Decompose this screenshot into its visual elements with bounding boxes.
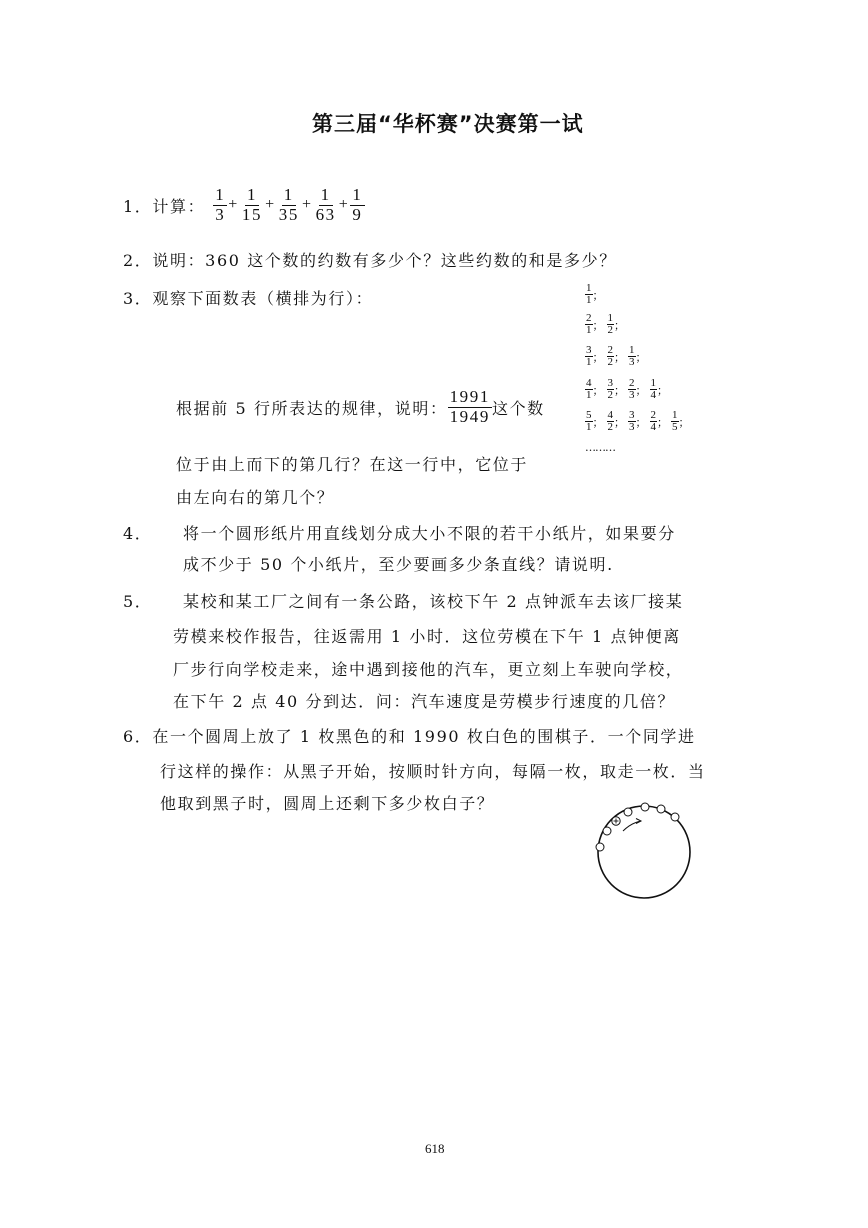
number-table-fraction (585, 378, 593, 401)
fraction-denominator: 2 (607, 389, 613, 401)
fraction-numerator: 3 (586, 344, 592, 356)
fraction-numerator: 3 (629, 409, 635, 421)
question-2: 2．说明：360 这个数的约数有多少个？这些约数的和是多少？ (123, 251, 617, 270)
fraction-numerator: 1 (352, 185, 363, 204)
question-3-text-before: 根据前 5 行所表达的规律，说明： (176, 398, 448, 418)
number-table-row (585, 283, 607, 306)
question-5-number: 5． (123, 592, 153, 611)
number-table-separator: ； (635, 415, 647, 429)
question-3-line-2: 位于由上而下的第几行？在这一行中，它位于 (176, 455, 529, 474)
fraction-denominator: 35 (278, 204, 299, 224)
fraction-numerator: 1 (246, 185, 258, 204)
fraction-numerator: 3 (607, 377, 613, 389)
fraction-denominator: 4 (650, 421, 656, 433)
fraction-denominator: 3 (629, 389, 635, 401)
fraction-numerator: 1 (672, 409, 678, 421)
white-stone (603, 827, 611, 835)
fraction-denominator: 1 (586, 356, 592, 368)
page-number: 618 (425, 1141, 445, 1156)
white-stone (671, 813, 679, 821)
number-table-fraction (607, 313, 615, 336)
fraction-numerator: 1 (607, 312, 613, 324)
plus-sign: + (338, 196, 350, 214)
fraction-denominator: 1 (586, 421, 592, 433)
fraction-denominator: 1 (586, 294, 592, 306)
question-1-fraction (213, 186, 227, 224)
fraction-denominator: 2 (607, 324, 613, 336)
question-1-label: 1．计算： (123, 196, 206, 216)
go-stones-circle-diagram (585, 795, 700, 905)
fraction-denominator: 1 (586, 324, 592, 336)
fraction-numerator: 4 (607, 409, 613, 421)
question-1-fraction (314, 186, 338, 224)
fraction-numerator: 1 (586, 282, 592, 294)
fraction-denominator: 2 (607, 356, 613, 368)
number-table-fraction (585, 283, 593, 306)
question-3-line-3: 由左向右的第几个？ (176, 488, 335, 507)
question-5-line-3: 厂步行向学校走来，途中遇到接他的汽车，更立刻上车驶向学校， (173, 660, 684, 679)
number-table-separator: ； (657, 415, 668, 429)
fraction-numerator: 2 (607, 344, 613, 356)
question-3-fraction (448, 388, 492, 426)
question-6-line-3: 他取到黑子时，圆周上还剩下多少枚白子？ (160, 794, 495, 813)
fraction-numerator: 2 (586, 312, 592, 324)
question-4-number: 4． (123, 524, 153, 543)
number-table-fraction (607, 345, 615, 368)
plus-sign: + (301, 196, 313, 214)
question-4-line-2: 成不少于 50 个小纸片，至少要画多少条直线？请说明. (183, 555, 614, 574)
fraction-denominator: 3 (215, 204, 226, 224)
fraction-denominator: 2 (607, 421, 613, 433)
fraction-denominator: 1 (586, 389, 592, 401)
number-table-row (585, 410, 693, 433)
question-6-line-1: 6．在一个圆周上放了 1 枚黑色的和 1990 枚白色的围棋子．一个同学进 (123, 727, 696, 746)
fraction-numerator: 1 (283, 185, 294, 204)
fraction-numerator: 1 (650, 377, 656, 389)
number-table-row (585, 378, 671, 401)
fraction-numerator: 1 (629, 344, 635, 356)
number-table-fraction (585, 345, 593, 368)
clockwise-arrowhead (636, 819, 641, 824)
number-table-row (585, 345, 650, 368)
fraction-numerator: 2 (650, 409, 656, 421)
fraction-numerator: 2 (629, 377, 635, 389)
number-table-separator: ； (614, 350, 625, 364)
question-5-line-4: 在下午 2 点 40 分到达．问：汽车速度是劳模步行速度的几倍？ (173, 692, 676, 711)
fraction-numerator: 1 (215, 185, 226, 204)
page-title: 第三届“华杯赛”决赛第一试 (312, 112, 584, 136)
number-table-dots: ……… (585, 441, 615, 454)
number-table-fraction (650, 378, 658, 401)
question-3-label: 3．观察下面数表（横排为行）： (123, 289, 374, 308)
number-table-separator: ； (614, 383, 625, 397)
fraction-denominator: 3 (629, 421, 635, 433)
number-table-fraction (607, 410, 615, 433)
number-table-separator: ； (614, 318, 625, 332)
fraction-denominator: 5 (672, 421, 678, 433)
question-5-line-1: 某校和某工厂之间有一条公路，该校下午 2 点钟派车去该厂接某 (183, 592, 684, 611)
question-3-fraction-numerator: 1991 (449, 387, 490, 406)
question-1 (123, 186, 365, 224)
white-stone (657, 805, 665, 813)
fraction-denominator: 4 (650, 389, 656, 401)
fraction-denominator: 3 (629, 356, 635, 368)
number-table-separator: ； (614, 415, 625, 429)
white-stone (596, 843, 604, 851)
number-table-separator: ； (657, 383, 668, 397)
number-table-separator: ； (592, 383, 604, 397)
question-1-fraction (240, 186, 264, 224)
number-table-separator: ； (678, 415, 690, 429)
white-stone (624, 808, 632, 816)
question-3-fraction-denominator: 1949 (449, 406, 490, 426)
fraction-numerator: 4 (586, 377, 592, 389)
plus-sign: + (265, 196, 276, 214)
plus-sign: + (228, 196, 239, 214)
fraction-numerator: 1 (320, 185, 331, 204)
number-table-fraction (671, 410, 679, 433)
fraction-denominator: 63 (315, 204, 336, 224)
number-table-separator: ； (592, 288, 604, 302)
white-stone (641, 803, 649, 811)
number-table-separator: ； (592, 350, 604, 364)
question-1-fraction (350, 186, 364, 224)
number-table-separator: ； (635, 350, 647, 364)
number-table-fraction (585, 410, 593, 433)
question-5-line-2: 劳模来校作报告，往返需用 1 小时．这位劳模在下午 1 点钟便离 (173, 627, 681, 646)
fraction-numerator: 5 (586, 409, 592, 421)
fraction-denominator: 15 (241, 204, 263, 224)
question-3-line-1 (176, 388, 545, 426)
number-table-fraction (628, 378, 636, 401)
fraction-denominator: 9 (352, 204, 363, 224)
number-table-separator: ； (592, 318, 604, 332)
question-6-line-2: 行这样的操作：从黑子开始，按顺时针方向，每隔一枚，取走一枚．当 (160, 762, 706, 781)
question-1-fraction (277, 186, 301, 224)
number-table-separator: ； (635, 383, 647, 397)
number-table-fraction (650, 410, 658, 433)
number-table-fraction (585, 313, 593, 336)
number-table-fraction (628, 345, 636, 368)
question-4-line-1: 将一个圆形纸片用直线划分成大小不限的若干小纸片，如果要分 (183, 524, 676, 543)
number-table-fraction (607, 378, 615, 401)
number-table-fraction (628, 410, 636, 433)
question-3-text-after: 这个数 (491, 398, 545, 418)
number-table-row (585, 313, 628, 336)
number-table-separator: ； (592, 415, 604, 429)
question-1-expression (213, 186, 364, 224)
